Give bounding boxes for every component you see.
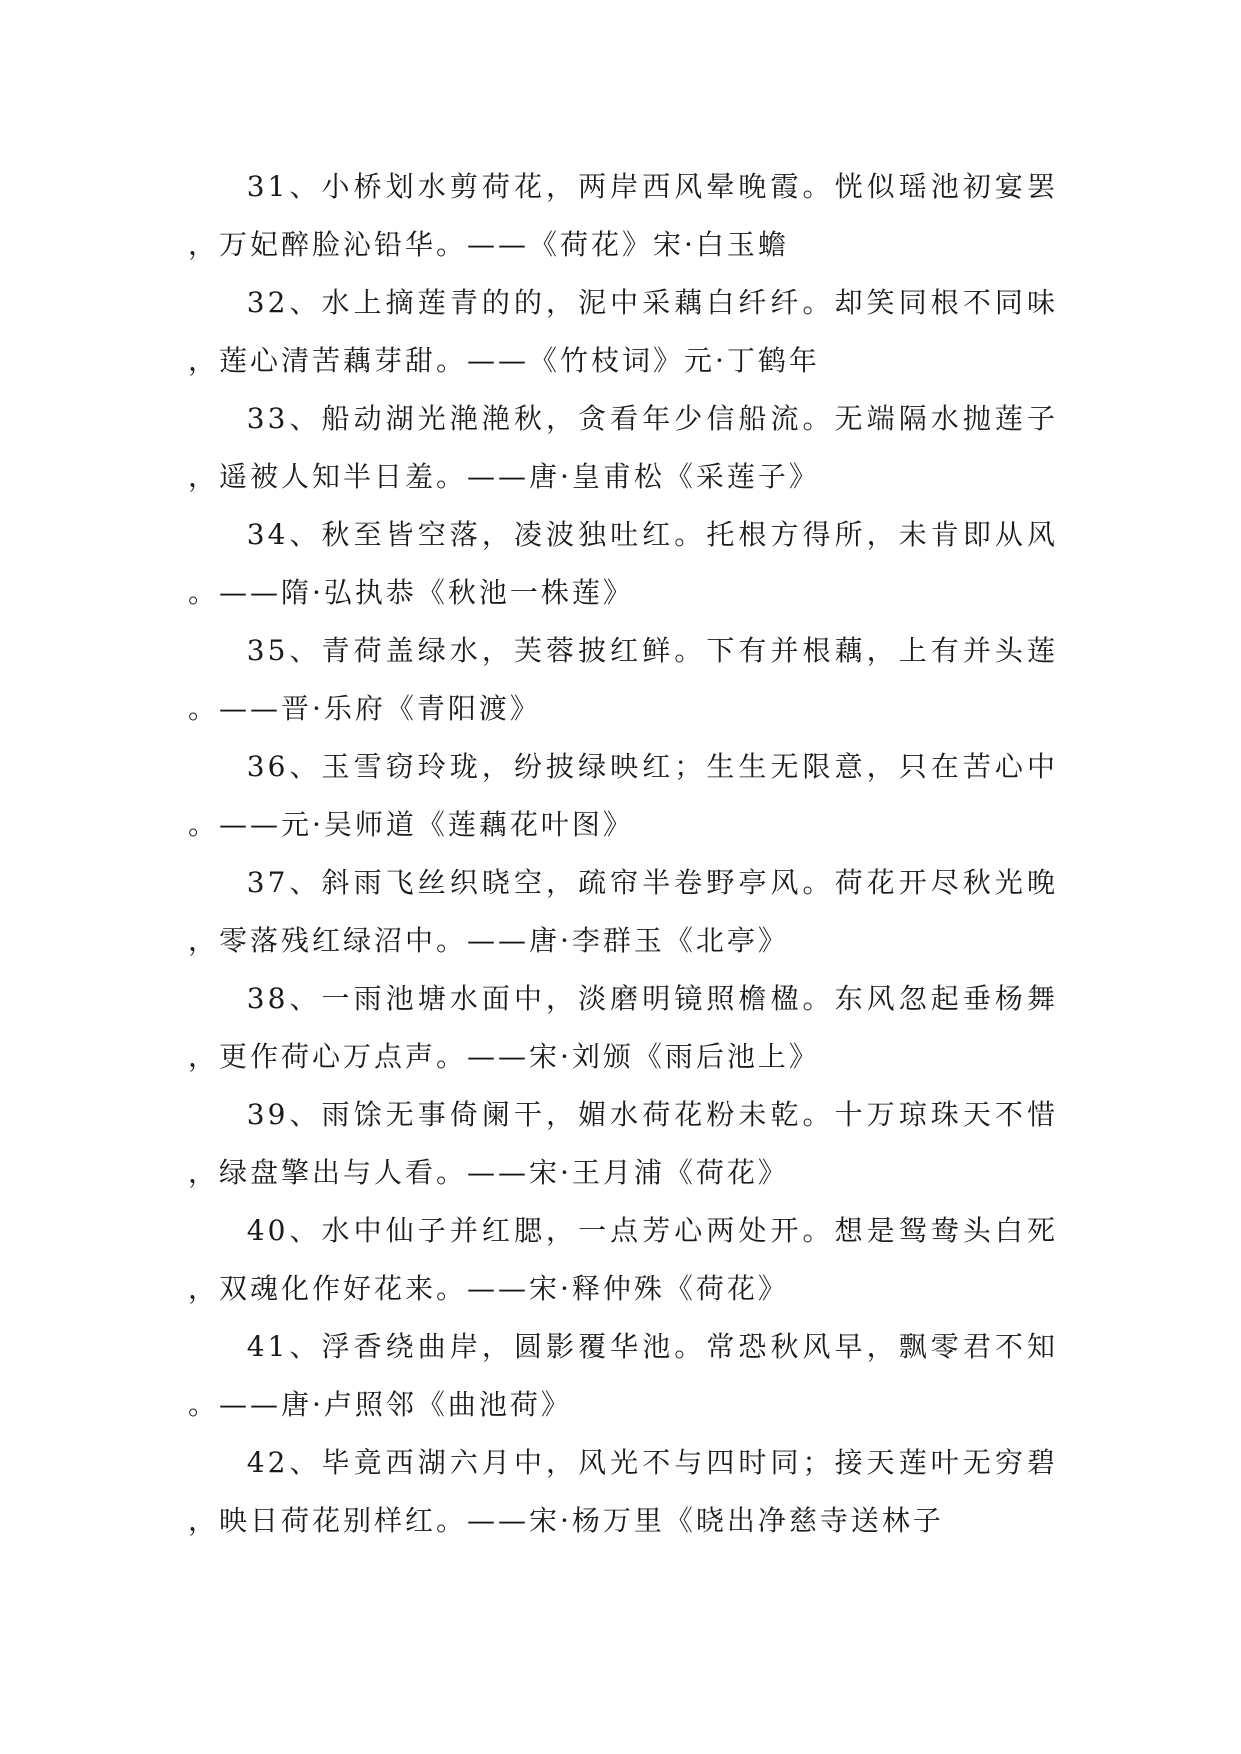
paragraph-31: 31、小桥划水剪荷花，两岸西风晕晚霞。恍似瑶池初宴罢，万妃醉脸沁铅华。——《荷花》宋·白玉蟾 — [188, 170, 1058, 261]
paragraph-37: 37、斜雨飞丝织晓空，疏帘半卷野亭风。荷花开尽秋光晚，零落残红绿沼中。——唐·李群玉《北亭》 — [188, 866, 1058, 957]
paragraph-40: 40、水中仙子并红腮，一点芳心两处开。想是鸳鸯头白死，双魂化作好花来。——宋·释仲殊《荷花》 — [188, 1214, 1058, 1305]
paragraph-33: 33、船动湖光滟滟秋，贪看年少信船流。无端隔水抛莲子，遥被人知半日羞。——唐·皇甫松《采莲子》 — [188, 402, 1058, 493]
paragraph-41: 41、浮香绕曲岸，圆影覆华池。常恐秋风早，飘零君不知。——唐·卢照邻《曲池荷》 — [188, 1330, 1058, 1421]
paragraph-38: 38、一雨池塘水面中，淡磨明镜照檐楹。东风忽起垂杨舞，更作荷心万点声。——宋·刘颁《雨后池上》 — [188, 982, 1058, 1073]
paragraph-42: 42、毕竟西湖六月中，风光不与四时同；接天莲叶无穷碧，映日荷花别样红。——宋·杨万里《晓出净慈寺送林子 — [188, 1446, 1058, 1537]
paragraph-32: 32、水上摘莲青的的，泥中采藕白纤纤。却笑同根不同味，莲心清苦藕芽甜。——《竹枝词》元·丁鹤年 — [188, 286, 1058, 377]
document-body — [188, 158, 1058, 1550]
paragraph-35: 35、青荷盖绿水，芙蓉披红鲜。下有并根藕，上有并头莲。——晋·乐府《青阳渡》 — [188, 634, 1058, 725]
paragraph-34: 34、秋至皆空落，凌波独吐红。托根方得所，未肯即从风。——隋·弘执恭《秋池一株莲》 — [188, 518, 1058, 609]
paragraph-36: 36、玉雪窃玲珑，纷披绿映红；生生无限意，只在苦心中。——元·吴师道《莲藕花叶图》 — [188, 750, 1058, 841]
paragraph-39: 39、雨馀无事倚阑干，媚水荷花粉未乾。十万琼珠天不惜，绿盘擎出与人看。——宋·王月浦《荷花》 — [188, 1098, 1058, 1189]
